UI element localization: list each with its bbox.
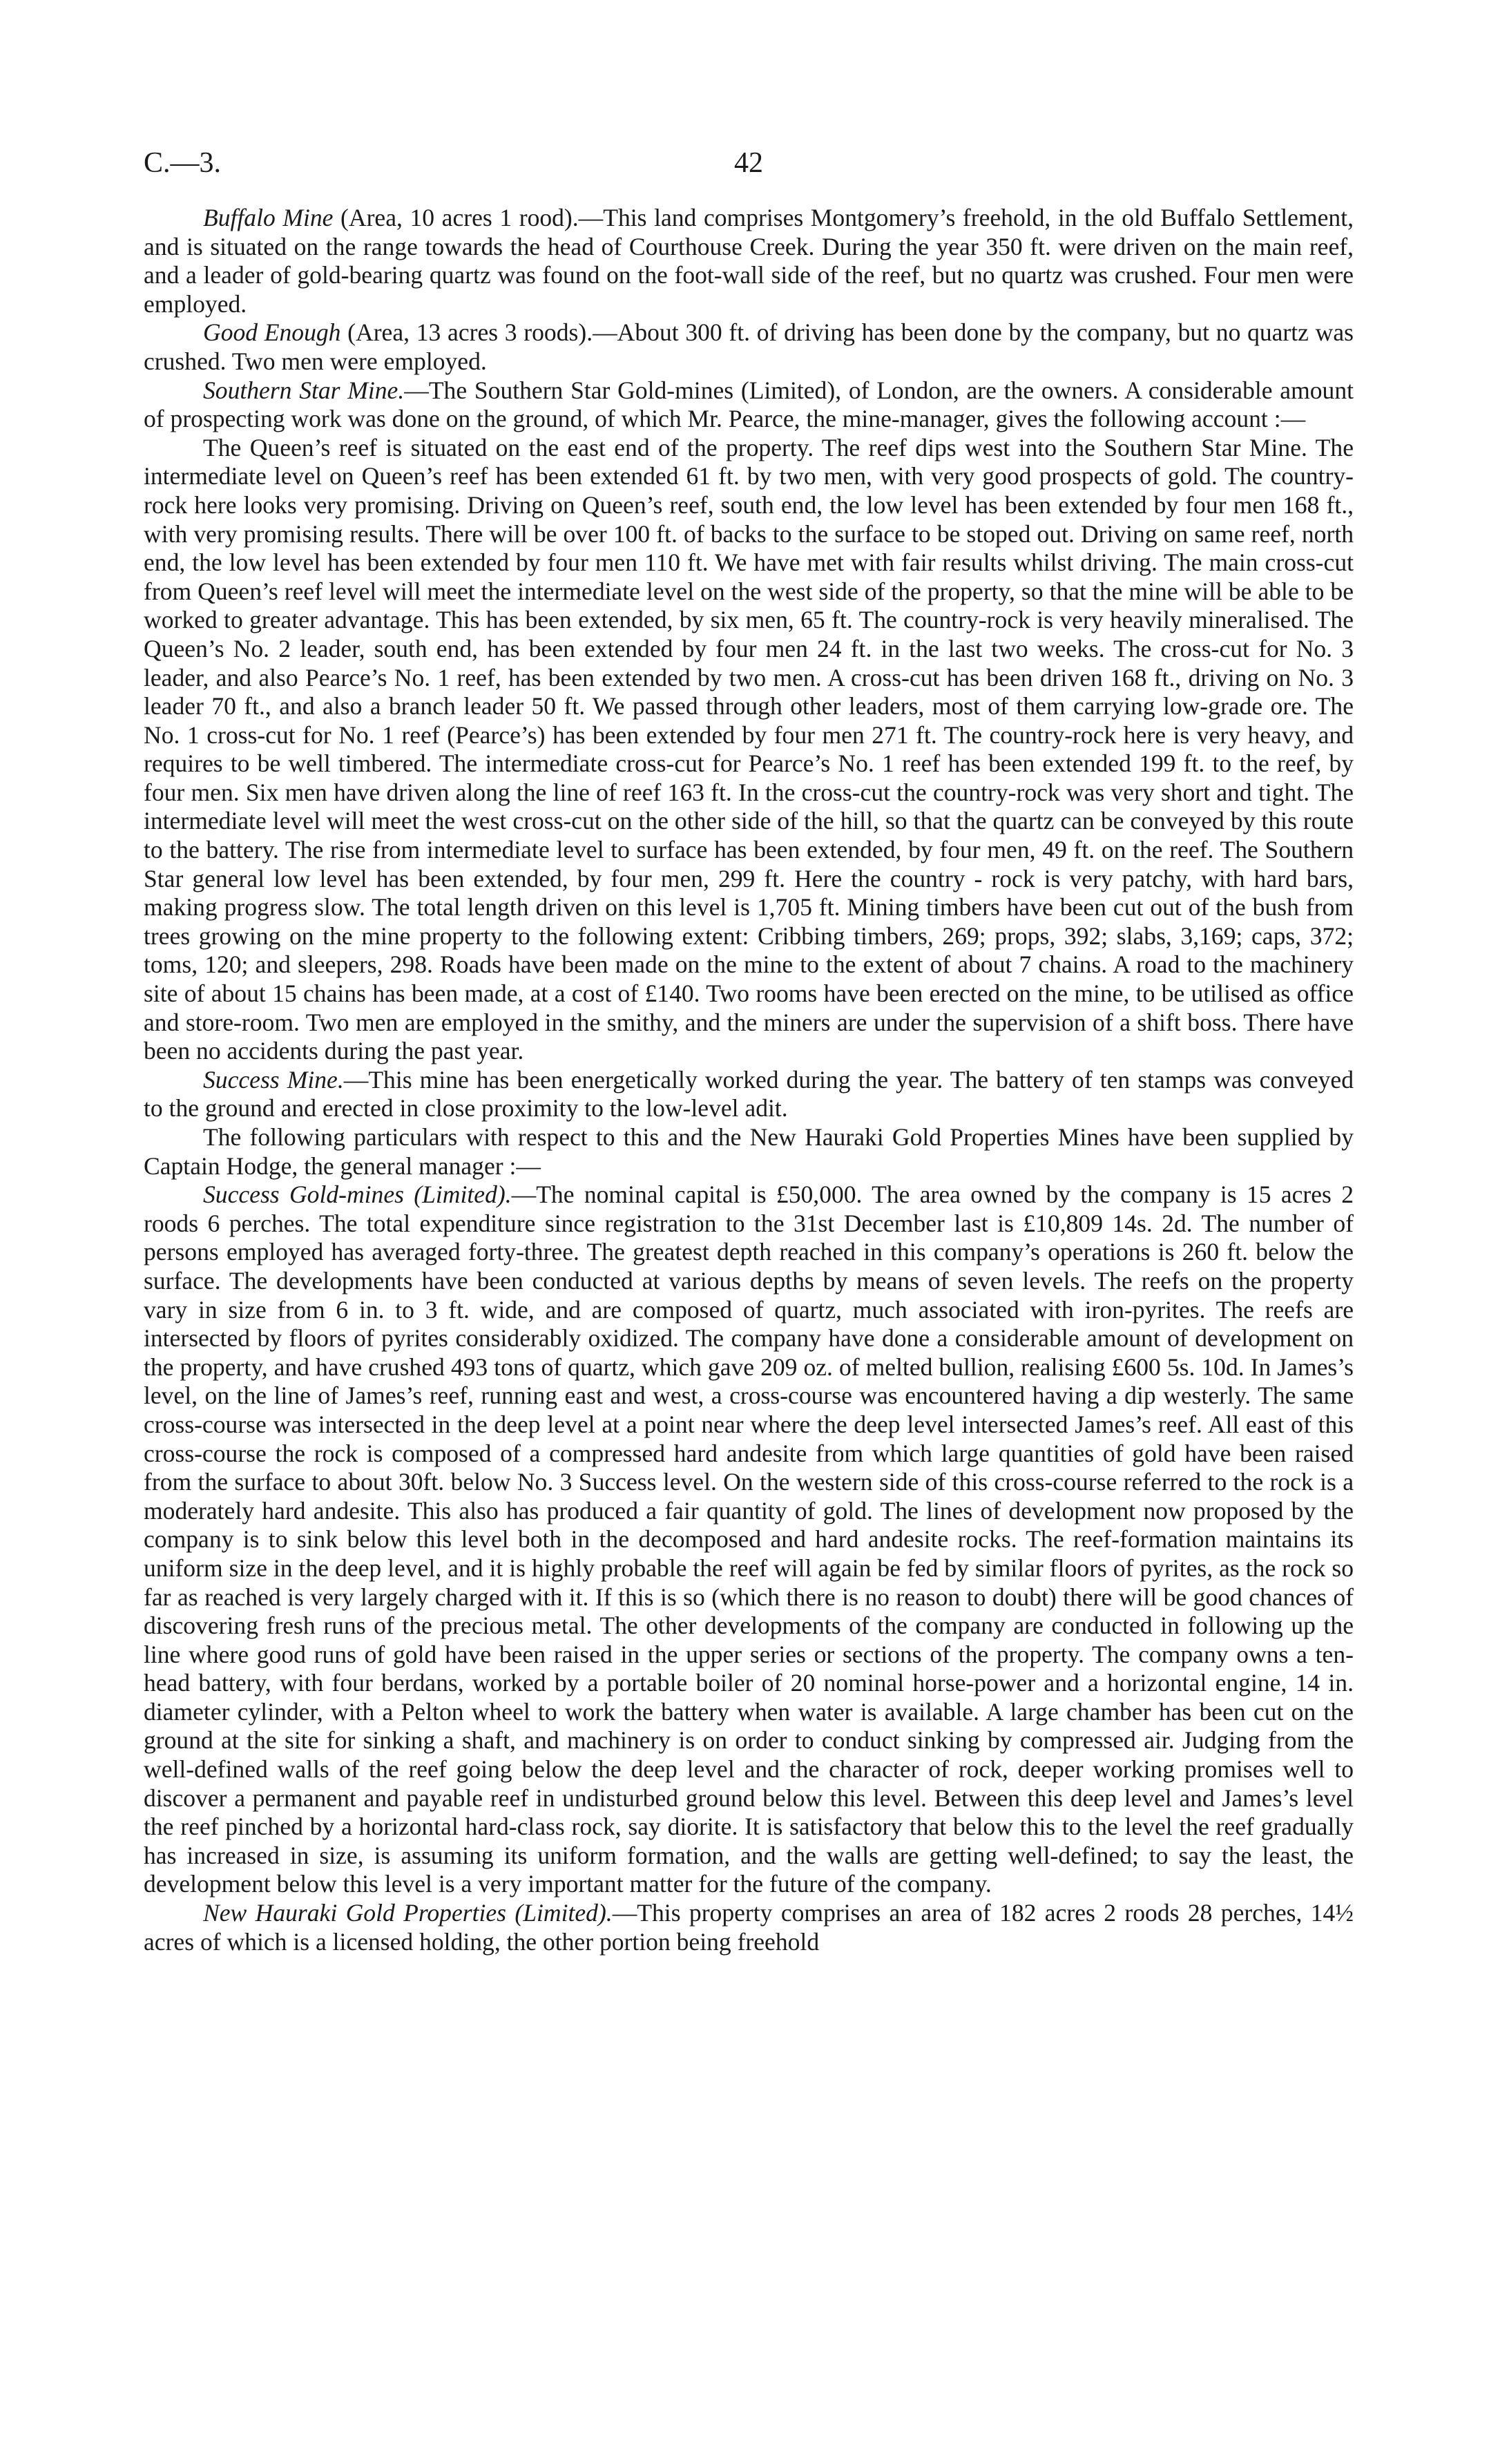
body-text bbox=[144, 204, 1354, 1956]
paragraph-text: —This property comprises an area of 182 acres 2 roods 28 perches, 14½ acres of which is a licensed holding, the other portion being freehold bbox=[144, 1899, 1354, 1956]
paragraph-good-enough bbox=[144, 318, 1354, 376]
paragraph-heading: Good Enough bbox=[203, 318, 341, 347]
paragraph-text: —This mine has been energetically worked during the year. The battery of ten stamps was conveyed to the ground and erected in close proximity to the low-level adit. bbox=[144, 1065, 1354, 1123]
paragraph-text: (Area, 13 acres 3 roods).—About 300 ft. of driving has been done by the company, but no quartz was crushed. Two men were employed. bbox=[144, 318, 1354, 375]
paragraph-buffalo-mine bbox=[144, 204, 1354, 318]
paragraph-text: —The Southern Star Gold-mines (Limited), of London, are the owners. A considerable amount of prospecting work was done on the ground, of which Mr. Pearce, the mine-manager, gives the following account :— bbox=[144, 376, 1354, 433]
paragraph-heading: Success Mine. bbox=[203, 1065, 344, 1093]
paragraph-success-mine bbox=[144, 1066, 1354, 1123]
paragraph-text: The following particulars with respect to this and the New Hauraki Gold Properties Mines have been supplied by Captain Hodge, the general manager :— bbox=[144, 1123, 1354, 1180]
paragraph-southern-star-account bbox=[144, 434, 1354, 1066]
paragraph-heading: Buffalo Mine bbox=[203, 204, 334, 231]
paragraph-heading: Southern Star Mine. bbox=[203, 376, 405, 404]
paragraph-heading: New Hauraki Gold Properties (Limited). bbox=[203, 1899, 613, 1927]
series-reference: C.—3. bbox=[144, 147, 222, 179]
paragraph-southern-star-mine bbox=[144, 376, 1354, 434]
paragraph-text: (Area, 10 acres 1 rood).—This land comprises Montgomery’s freehold, in the old Buffalo Settlement, and is situated on the range towards the head of Courthouse Creek. During the year 350 ft. were driven on the main reef, and a leader of gold-bearing quartz was found on the foot-wall side of the reef, but no quartz was crushed. Four men were employed. bbox=[144, 204, 1354, 318]
page-header bbox=[144, 146, 1354, 188]
paragraph-heading: Success Gold-mines (Limited). bbox=[203, 1181, 512, 1209]
page-number: 42 bbox=[734, 147, 763, 179]
paragraph-text: —The nominal capital is £50,000. The area owned by the company is 15 acres 2 roods 6 perches. The total expenditure since registration to the 31st December last is £10,809 14s. 2d. The number of persons employed has averaged forty-three. The greatest depth reached in this company’s operations is 260 ft. below the surface. The developments have been conducted at various depths by means of seven levels. The reefs on the property vary in size from 6 in. to 3 ft. wide, and are composed of quartz, much associated with iron-pyrites. The reefs are intersected by floors of pyrites considerably oxidized. The company have done a considerable amount of development on the property, and have crushed 493 tons of quartz, which gave 209 oz. of melted bullion, realising £600 5s. 10d. In James’s level, on the line of James’s reef, running east and west, a cross-course was encountered having a dip westerly. The same cross-course was intersected in the deep level at a point near where the deep level intersected James’s reef. All east of this cross-course the rock is composed of a compressed hard andesite from which large quantities of gold have been raised from the surface to about 30ft. below No. 3 Success level. On the western side of this cross-course referred to the rock is a moderately hard andesite. This also has produced a fair quantity of gold. The lines of development now proposed by the company is to sink below this level both in the decomposed and hard andesite rocks. The reef-formation maintains its uniform size in the deep level, and it is highly probable the reef will again be fed by similar floors of pyrites, as the rock so far as reached is very largely charged with it. If this is so (which there is no reason to doubt) there will be good chances of discovering fresh runs of the precious metal. The other developments of the company are conducted in following up the line where good runs of gold have been raised in the upper series or sections of the property. The company owns a ten-head battery, with four berdans, worked by a portable boiler of 20 nominal horse-power and a horizontal engine, 14 in. diameter cylinder, with a Pelton wheel to work the battery when water is available. A large chamber has been cut on the ground at the site for sinking a shaft, and machinery is on order to conduct sinking by compressed air. Judging from the well-defined walls of the reef going below the deep level and the character of rock, deeper working promises well to discover a permanent and payable reef in undisturbed ground below this level. Between this deep level and James’s level the reef pinched by a horizontal hard-class rock, say diorite. It is satisfactory that below this to the level the reef gradually has increased in size, is assuming its uniform formation, and the walls are getting well-defined; to say the least, the development below this level is a very important matter for the future of the company. bbox=[144, 1181, 1354, 1898]
paragraph-success-gold-mines bbox=[144, 1181, 1354, 1899]
paragraph-text: The Queen’s reef is situated on the east end of the property. The reef dips west into the Southern Star Mine. The intermediate level on Queen’s reef has been extended 61 ft. by two men, with very good prospects of gold. The country-rock here looks very promising. Driving on Queen’s reef, south end, the low level has been extended by four men 168 ft., with very promising results. There will be over 100 ft. of backs to the surface to be stoped out. Driving on same reef, north end, the low level has been extended by four men 110 ft. We have met with fair results whilst driving. The main cross-cut from Queen’s reef level will meet the intermediate level on the west side of the property, so that the mine will be able to be worked to greater advantage. This has been extended, by six men, 65 ft. The country-rock is very heavily mineralised. The Queen’s No. 2 leader, south end, has been extended by four men 24 ft. in the last two weeks. The cross-cut for No. 3 leader, and also Pearce’s No. 1 reef, has been extended by two men. A cross-cut has been driven 168 ft., driving on No. 3 leader 70 ft., and also a branch leader 50 ft. We passed through other leaders, most of them carrying low-grade ore. The No. 1 cross-cut for No. 1 reef (Pearce’s) has been extended by four men 271 ft. The country-rock here is very heavy, and requires to be well timbered. The intermediate cross-cut for Pearce’s No. 1 reef has been extended 199 ft. to the reef, by four men. Six men have driven along the line of reef 163 ft. In the cross-cut the country-rock was very short and tight. The intermediate level will meet the west cross-cut on the other side of the hill, so that the quartz can be conveyed by this route to the battery. The rise from intermediate level to surface has been extended, by four men, 49 ft. on the reef. The Southern Star general low level has been extended, by four men, 299 ft. Here the country - rock is very patchy, with hard bars, making progress slow. The total length driven on this level is 1,705 ft. Mining timbers have been cut out of the bush from trees growing on the mine property to the following extent: Cribbing timbers, 269; props, 392; slabs, 3,169; caps, 372; toms, 120; and sleepers, 298. Roads have been made on the mine to the extent of about 7 chains. A road to the machinery site of about 15 chains has been made, at a cost of £140. Two rooms have been erected on the mine, to be utilised as office and store-room. Two men are employed in the smithy, and the miners are under the supervision of a shift boss. There have been no accidents during the past year. bbox=[144, 433, 1354, 1065]
paragraph-new-hauraki bbox=[144, 1899, 1354, 1956]
paragraph-particulars-intro bbox=[144, 1123, 1354, 1181]
